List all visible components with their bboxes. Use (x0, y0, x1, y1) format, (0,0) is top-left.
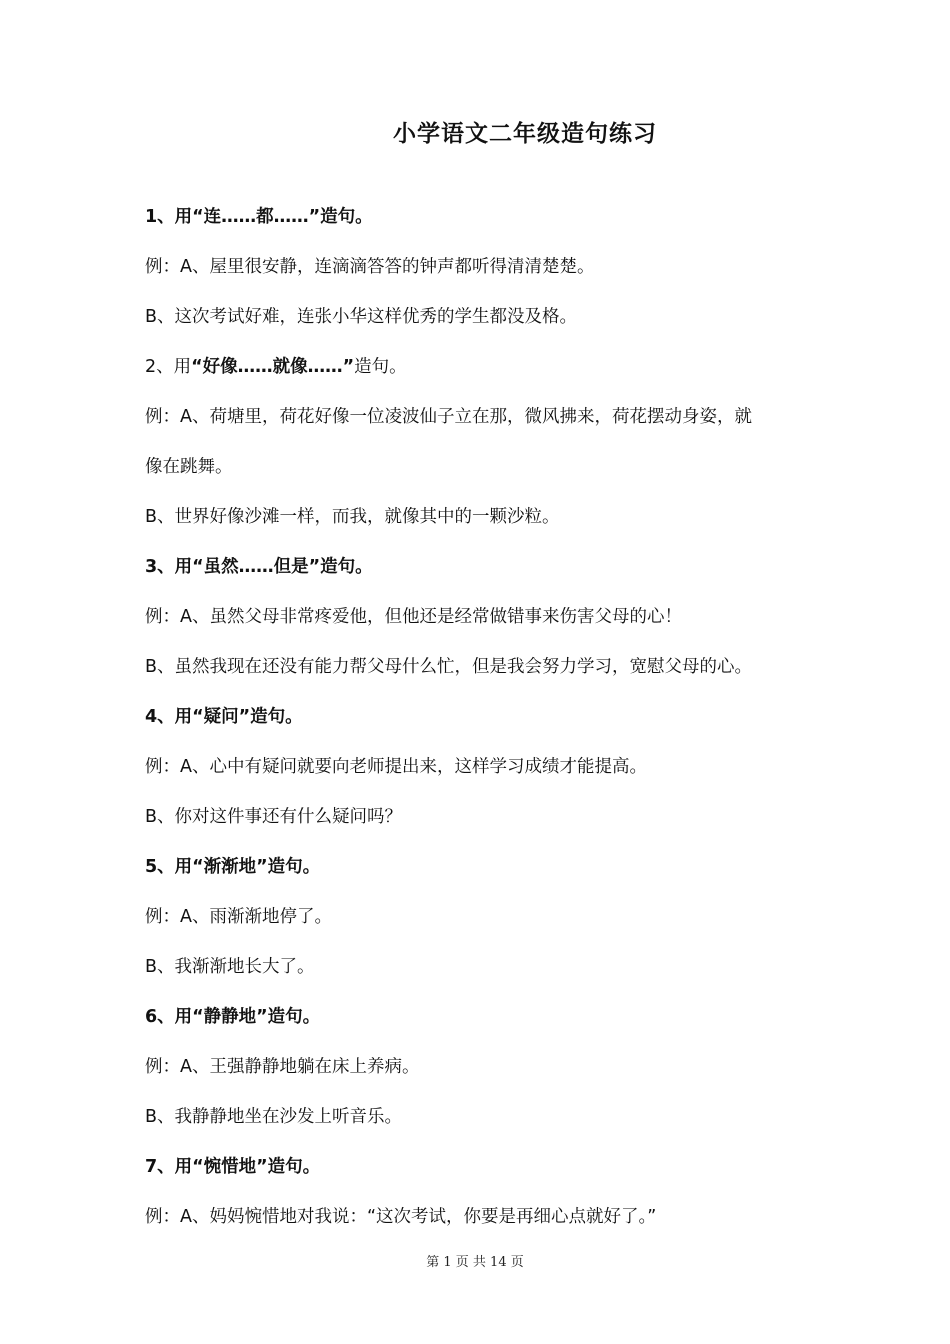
question-heading-7: 7、用“惋惜地”造句。 (145, 1157, 321, 1177)
heading-suffix: 造句。 (354, 357, 407, 377)
document-body (145, 192, 825, 1242)
example-line: 例：A、王强静静地躺在床上养病。 (145, 1057, 420, 1077)
example-line: B、我静静地坐在沙发上听音乐。 (145, 1107, 403, 1127)
example-line: B、你对这件事还有什么疑问吗？ (145, 807, 403, 827)
question-heading-2 (145, 342, 825, 392)
heading-emphasis: “好像……就像……” (191, 357, 355, 377)
question-heading-6: 6、用“静静地”造句。 (145, 1007, 321, 1027)
example-line: B、我渐渐地长大了。 (145, 957, 315, 977)
heading-prefix: 2、用 (145, 357, 192, 377)
question-heading-4: 4、用“疑问”造句。 (145, 707, 303, 727)
example-line: 例：A、虽然父母非常疼爱他，但他还是经常做错事来伤害父母的心！ (145, 607, 682, 627)
example-line: 例：A、荷塘里，荷花好像一位凌波仙子立在那，微风拂来，荷花摆动身姿，就 (145, 407, 752, 427)
example-line: B、这次考试好难，连张小华这样优秀的学生都没及格。 (145, 307, 578, 327)
example-line: 例：A、雨渐渐地停了。 (145, 907, 332, 927)
example-line: B、虽然我现在还没有能力帮父母什么忙，但是我会努力学习，宽慰父母的心。 (145, 657, 753, 677)
page-footer: 第 1 页 共 14 页 (426, 1255, 524, 1270)
page-title: 小学语文二年级造句练习 (393, 121, 657, 147)
example-line: 例：A、心中有疑问就要向老师提出来，这样学习成绩才能提高。 (145, 757, 647, 777)
question-heading-1: 1、用“连……都……”造句。 (145, 207, 373, 227)
question-heading-5: 5、用“渐渐地”造句。 (145, 857, 321, 877)
example-line: B、世界好像沙滩一样，而我，就像其中的一颗沙粒。 (145, 507, 560, 527)
example-line: 像在跳舞。 (145, 457, 233, 477)
example-line: 例：A、妈妈惋惜地对我说：“这次考试，你要是再细心点就好了。” (145, 1207, 657, 1227)
example-line: 例：A、屋里很安静，连滴滴答答的钟声都听得清清楚楚。 (145, 257, 595, 277)
question-heading-3: 3、用“虽然……但是”造句。 (145, 557, 373, 577)
